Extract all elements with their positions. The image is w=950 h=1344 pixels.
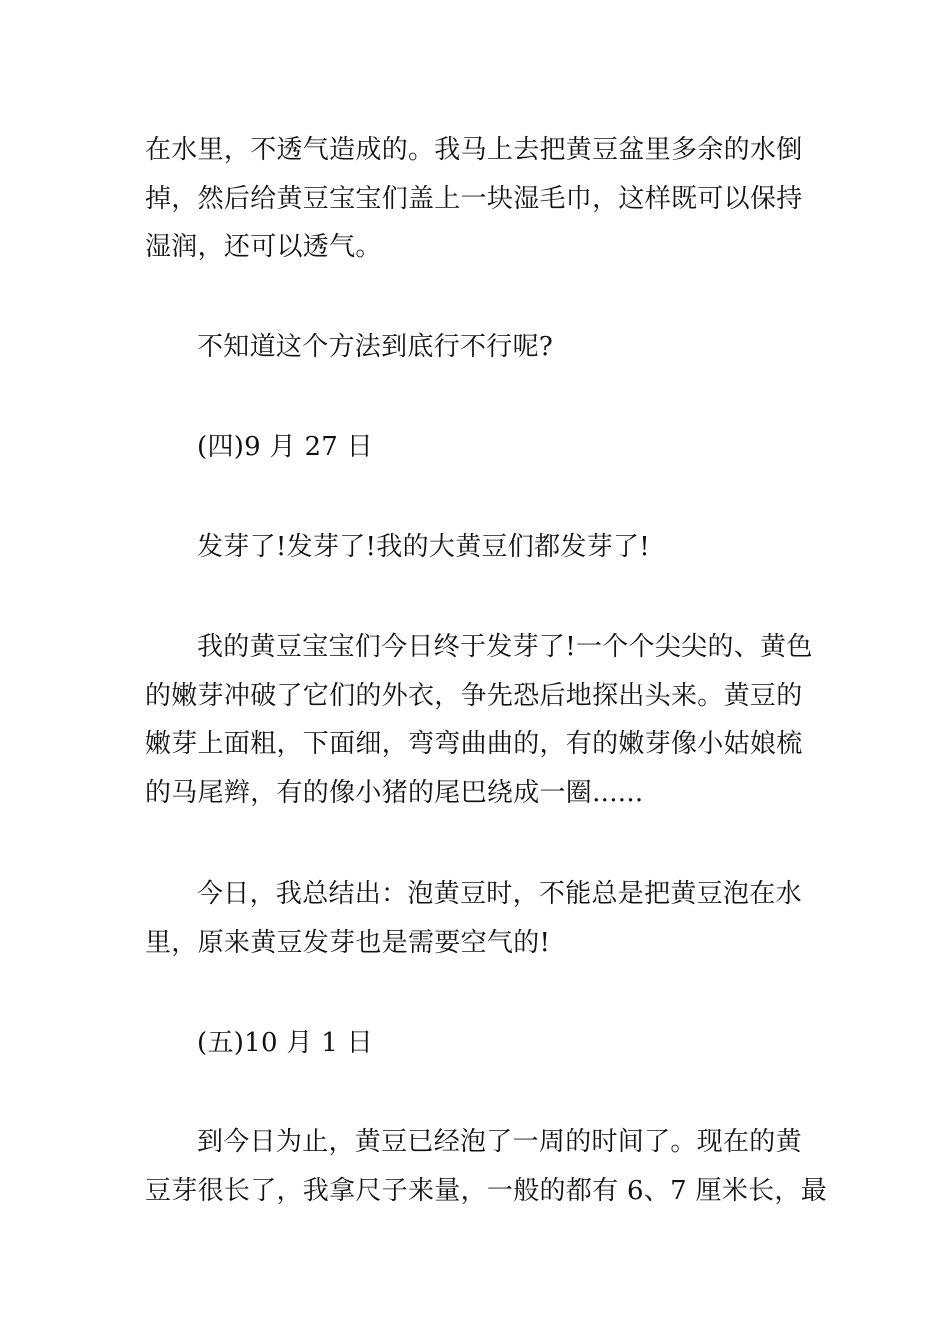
text-line: 在水里，不透气造成的。我马上去把黄豆盆里多余的水倒 — [145, 135, 803, 165]
text-line: 的嫩芽冲破了它们的外衣，争先恐后地探出头来。黄豆的 — [145, 680, 803, 711]
paragraph-question — [145, 323, 805, 372]
section-heading-four — [145, 423, 805, 472]
paragraph-one-week — [145, 1118, 828, 1215]
paragraph-sprout-description — [145, 623, 813, 817]
text-line: 发芽了!发芽了!我的大黄豆们都发芽了! — [197, 532, 651, 562]
text-line: 湿润，还可以透气。 — [145, 232, 382, 262]
section-heading-five — [145, 1019, 805, 1068]
text-line: 里，原来黄豆发芽也是需要空气的! — [145, 927, 551, 958]
paragraph-continued-text — [145, 126, 805, 272]
text-line: (五)10 月 1 日 — [197, 1028, 374, 1058]
text-line: 今日，我总结出：泡黄豆时，不能总是把黄豆泡在水 — [197, 879, 802, 909]
text-line: 到今日为止，黄豆已经泡了一周的时间了。现在的黄 — [197, 1127, 802, 1157]
text-line: 嫩芽上面粗，下面细，弯弯曲曲的，有的嫩芽像小姑娘梳 — [145, 729, 803, 759]
text-line: 豆芽很长了，我拿尺子来量，一般的都有 6、7 厘米长，最 — [145, 1175, 828, 1206]
text-line: 的马尾辫，有的像小猪的尾巴绕成一圈...... — [145, 777, 644, 808]
text-line: 不知道这个方法到底行不行呢? — [197, 332, 554, 362]
text-line: (四)9 月 27 日 — [197, 432, 374, 462]
text-line: 掉，然后给黄豆宝宝们盖上一块湿毛巾，这样既可以保持 — [145, 183, 803, 214]
paragraph-conclusion — [145, 870, 805, 967]
text-line: 我的黄豆宝宝们今日终于发芽了!一个个尖尖的、黄色 — [197, 632, 813, 662]
paragraph-sprouted — [145, 523, 805, 572]
